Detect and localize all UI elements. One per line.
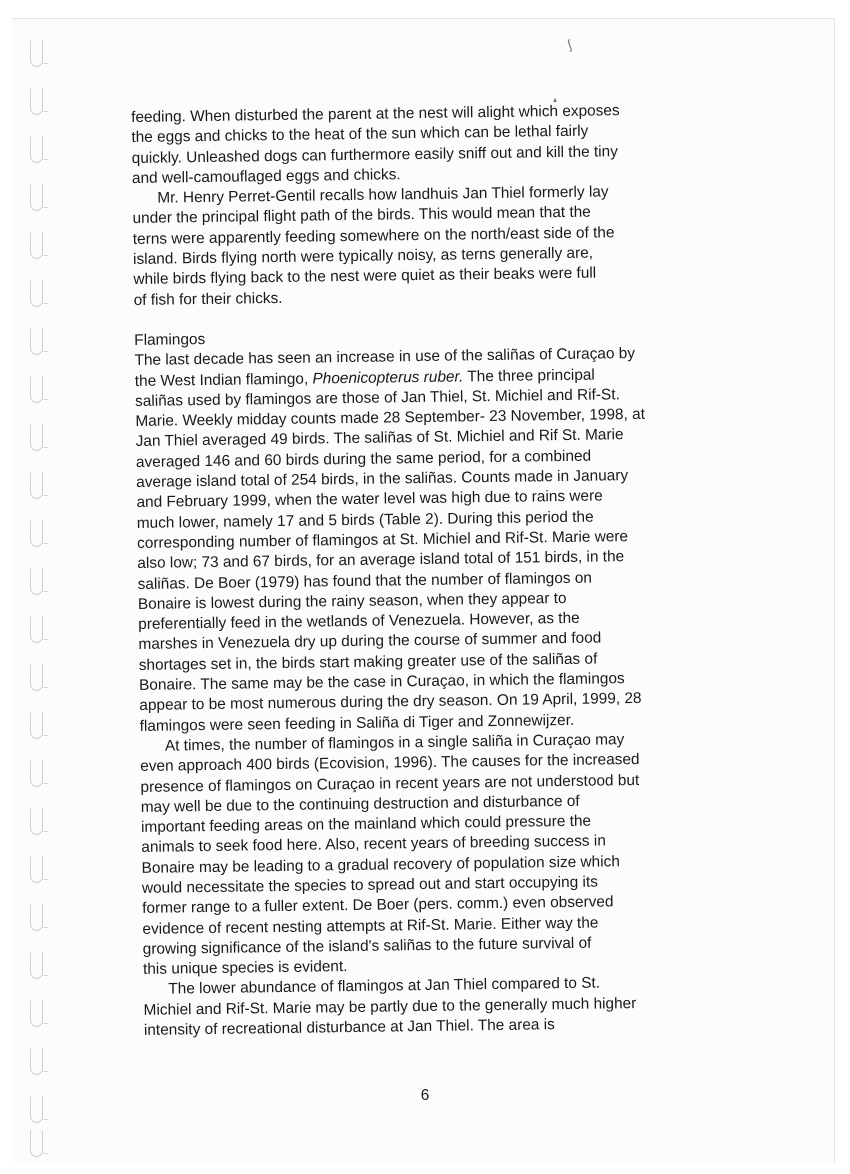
text-line: former range to a fuller extent. De Boer (pers. comm.) even observed [142, 893, 614, 918]
text-line: quickly. Unleashed dogs can furthermore easily sniff out and kill the tiny [131, 142, 618, 167]
text-line: Bonaire. The same may be the case in Curaçao, in which the flamingos [138, 670, 625, 694]
text-line: may well be due to the continuing destruction and disturbance of [140, 792, 580, 816]
text-line: of fish for their chicks. [133, 289, 283, 309]
text-line: corresponding number of flamingos at St. Michiel and Rif-St. Marie were [136, 528, 629, 552]
species-name: Phoenicopterus ruber. [312, 367, 464, 388]
text-line: Bonaire is lowest during the rainy season, when they appear to [137, 589, 567, 613]
text-line: island. Birds flying north were typically noisy, as terns generally are, [132, 244, 594, 269]
text-line: animals to seek food here. Also, recent years of breeding success in [141, 832, 606, 857]
text-line: terns were apparently feeding somewhere on the north/east side of the [132, 224, 615, 248]
text-line: under the principal flight path of the birds. This would mean that the [132, 204, 591, 228]
text-span: the West Indian flamingo, [134, 370, 313, 390]
text-line: this unique species is evident. [142, 958, 348, 979]
spiral-binding [30, 20, 52, 1160]
text-line: presence of flamingos on Curaçao in recent years are not understood but [140, 771, 640, 796]
page-number: 6 [420, 1087, 430, 1104]
text-line: saliñas. De Boer (1979) has found that the number of flamingos on [137, 569, 593, 593]
text-line: and well-camouflaged eggs and chicks. [131, 166, 401, 187]
text-span: The three principal [463, 366, 595, 385]
text-line: shortages set in, the birds start making greater use of the saliñas of [138, 650, 598, 674]
text-line: would necessitate the species to spread out and start occupying its [141, 873, 598, 897]
text-line: even approach 400 birds (Ecovision, 1996). The causes for the increased [140, 751, 640, 776]
text-line: feeding. When disturbed the parent at the nest will alight which exposes [131, 102, 620, 126]
text-line: growing significance of the island's saliñas to the future survival of [142, 934, 592, 958]
text-line: Mr. Henry Perret-Gentil recalls how landhuis Jan Thiel formerly lay [157, 183, 609, 207]
text-line: average island total of 254 birds, in the saliñas. Counts made in January [136, 467, 629, 492]
text-line: important feeding areas on the mainland which could pressure the [140, 812, 592, 837]
text-line: Bonaire may be leading to a gradual recovery of population size which [141, 852, 620, 877]
text-line: and February 1999, when the water level was high due to rains were [136, 487, 603, 512]
text-line: the eggs and chicks to the heat of the sun which can be lethal fairly [131, 122, 589, 147]
pen-dot-icon: ▴ [553, 95, 558, 104]
text-line: marshes in Venezuela dry up during the course of summer and food [138, 629, 602, 654]
text-line: also low; 73 and 67 birds, for an average island total of 151 birds, in the [137, 548, 625, 573]
text-line: much lower, namely 17 and 5 birds (Table 2). During this period the [136, 508, 594, 532]
text-line: The lower abundance of flamingos at Jan Thiel compared to St. [168, 975, 601, 999]
text-line: while birds flying back to the nest were quiet as their beaks were full [133, 264, 597, 289]
pen-mark-icon: ʃ [565, 36, 574, 53]
text-line: The last decade has seen an increase in use of the saliñas of Curaçao by [134, 345, 636, 370]
text-line: At times, the number of flamingos in a single saliña in Curaçao may [164, 731, 625, 755]
text-line: evidence of recent nesting attempts at Rif-St. Marie. Either way the [142, 914, 599, 938]
body-text [131, 99, 784, 1041]
text-line: averaged 146 and 60 birds during the same period, for a combined [135, 447, 592, 471]
text-line: flamingos were seen feeding in Saliña di Tiger and Zonnewijzer. [139, 711, 575, 735]
text-line: saliñas used by flamingos are those of Jan Thiel, St. Michiel and Rif-St. [134, 386, 620, 410]
text-line: Jan Thiel averaged 49 birds. The saliñas of St. Michiel and Rif St. Marie [135, 426, 624, 451]
text-line: Marie. Weekly midday counts made 28 September- 23 November, 1998, at [135, 406, 646, 431]
text-line: preferentially feed in the wetlands of Venezuela. However, as the [138, 609, 580, 634]
section-heading: Flamingos [134, 330, 206, 349]
text-line: intensity of recreational disturbance at Jan Thiel. The area is [143, 1016, 555, 1039]
text-line: Michiel and Rif-St. Marie may be partly due to the generally much higher [143, 994, 637, 1019]
text-line: appear to be most numerous during the dry season. On 19 April, 1999, 28 [139, 690, 642, 715]
